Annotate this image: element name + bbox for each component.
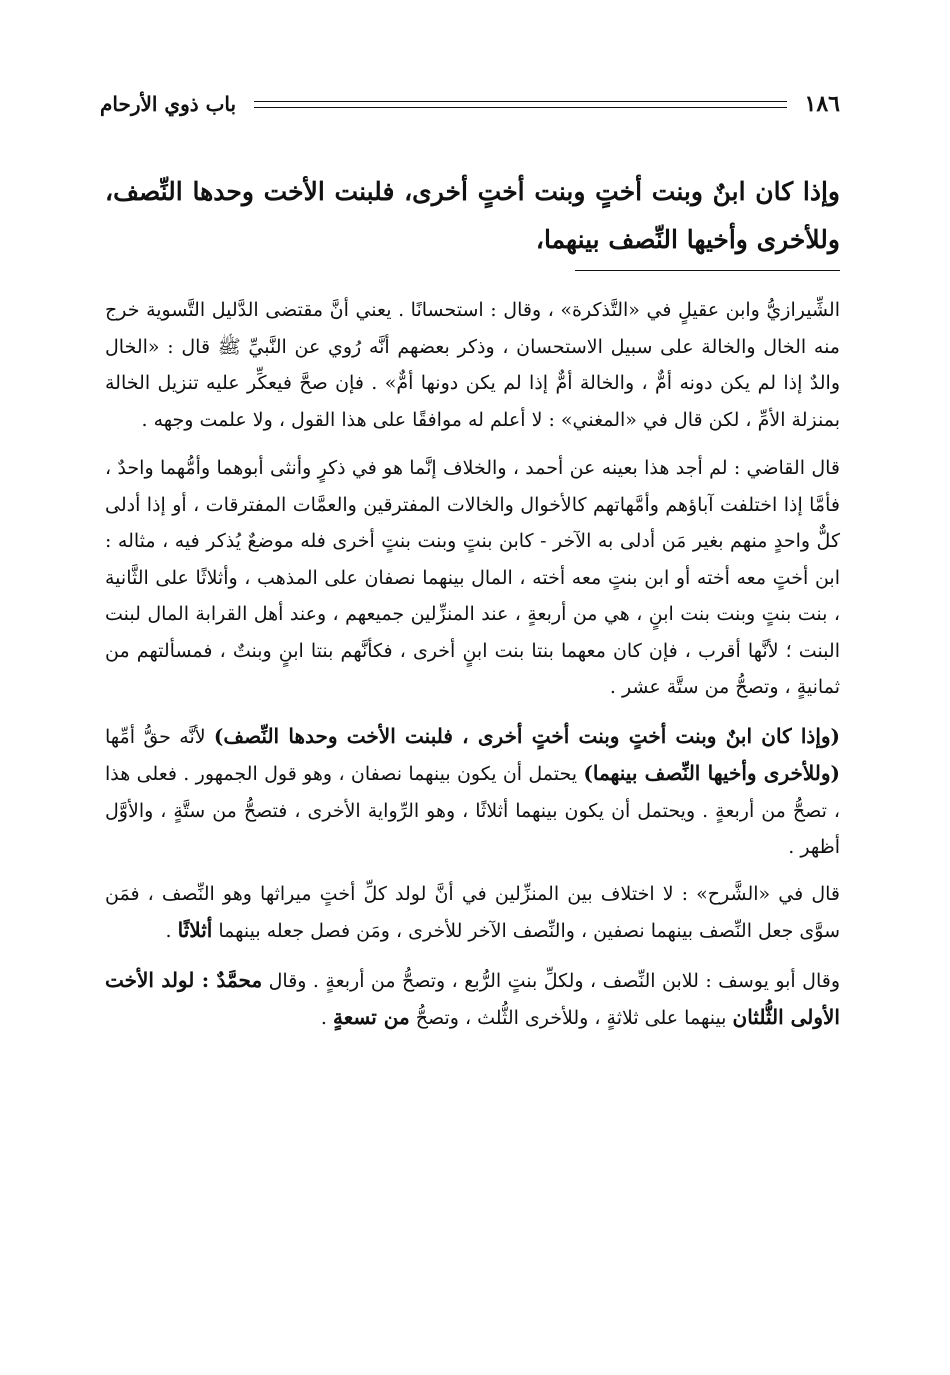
commentary-fragment: لأنَّه حقُّ أمِّها <box>105 725 214 748</box>
paragraph-4 <box>105 876 840 950</box>
matn-text: وإذا كان ابنٌ وبنت أختٍ وبنت أختٍ أخرى، فلبنت الأخت وحدها النِّصف، وللأخرى وأخيها النِّصف بينهما، <box>105 177 840 254</box>
page-header <box>100 84 840 124</box>
running-title: باب ذوي الأرحام <box>100 92 237 116</box>
commentary-fragment: بينهما على ثلاثةٍ ، وللأخرى الثُّلث ، وتصحُّ <box>409 1007 733 1029</box>
matn-separator <box>575 270 840 271</box>
commentary-fragment: . <box>165 920 178 942</box>
paragraph-2: قال القاضي : لم أجد هذا بعينه عن أحمد ، والخلاف إنَّما هو في ذكرٍ وأنثى أبوهما وأمُّهما واحدٌ ، فأمَّا إذا اختلفت آباؤهم وأمَّهاتهم كالأخوال والخالات المفترقين والعمَّات المفترقات ، أو إذا أدلى كلٌّ واحدٍ منهم بغير مَن أدلى به الآخر - كابن بنتٍ وبنت بنتٍ أخرى فله موضعٌ يُذكر فيه ، مثاله : ابن أختٍ معه أخته أو ابن بنتٍ معه أخته ، المال بينهما نصفان على المذهب ، وأثلاثًا على الثَّانية ، بنت بنتٍ وبنت بنت ابنٍ ، هي من أربعةٍ ، عند المنزِّلين جميعهم ، وعند أهل القرابة المال لبنت البنت ؛ لأنَّها أقرب ، فإن كان معهما بنتا بنت ابنٍ أخرى ، فكأنَّهم بنتا ابنٍ وبنتٌ ، فمسألتهم من ثمانيةٍ ، وتصحُّ من ستَّة عشر . <box>105 457 840 698</box>
paragraph-1: الشِّيرازيُّ وابن عقيلٍ في «التَّذكرة» ، وقال : استحسانًا . يعني أنَّ مقتضى الدَّليل التَّسوية خرج منه الخال والخالة على سبيل الاستحسان ، وذكر بعضهم أنَّه رُوي عن النَّبيِّ ﷺ قال : «الخال والدٌ إذا لم يكن دونه أمٌّ ، والخالة أمٌّ إذا لم يكن دونها أمٌّ» . فإن صحَّ فيعكِّر عليه تنزيل الخالة بمنزلة الأمِّ ، لكن قال في «المغني» : لا أعلم له موافقًا على هذا القول ، ولا علمت وجهه . <box>105 299 840 431</box>
matn-quote-2: (وللأخرى وأخيها النِّصف بينهما) <box>583 761 840 785</box>
commentary-fragment: وقال أبو يوسف : للابن النِّصف ، ولكلِّ بنتٍ الرُّبع ، وتصحُّ من أربعةٍ . وقال <box>262 969 840 992</box>
bold-phrase: محمَّدٌ : لولد الأخت الأولى الثُّلثان <box>105 967 840 1029</box>
commentary-fragment: قال في «الشَّرح» : لا اختلاف بين المنزِّلين في أنَّ لولد كلِّ أختٍ ميراثها وهو النِّصف ، فمَن سوَّى جعل النِّصف بينهما نصفين ، والنِّصف الآخر للأخرى ، ومَن فصل جعله بينهما <box>105 882 840 942</box>
page-number: ١٨٦ <box>804 91 840 117</box>
commentary-body <box>105 292 840 1049</box>
commentary-fragment: . <box>320 1007 333 1029</box>
bold-phrase: من تسعةٍ <box>333 1005 410 1029</box>
paragraph-3 <box>105 718 840 866</box>
header-rule <box>254 101 786 108</box>
commentary-fragment: يحتمل أن يكون بينهما نصفان ، وهو قول الجمهور . فعلى هذا ، تصحُّ من أربعةٍ . ويحتمل أن يكون بينهما أثلاثًا ، وهو الرِّواية الأخرى ، فتصحُّ من ستَّةٍ ، والأوَّل أظهر . <box>105 763 840 858</box>
bold-word: أثلاثًا <box>177 918 213 942</box>
matn-quote-1: (وإذا كان ابنٌ وبنت أختٍ وبنت أختٍ أخرى ، فلبنت الأخت وحدها النِّصف) <box>213 723 840 748</box>
paragraph-5 <box>105 962 840 1037</box>
